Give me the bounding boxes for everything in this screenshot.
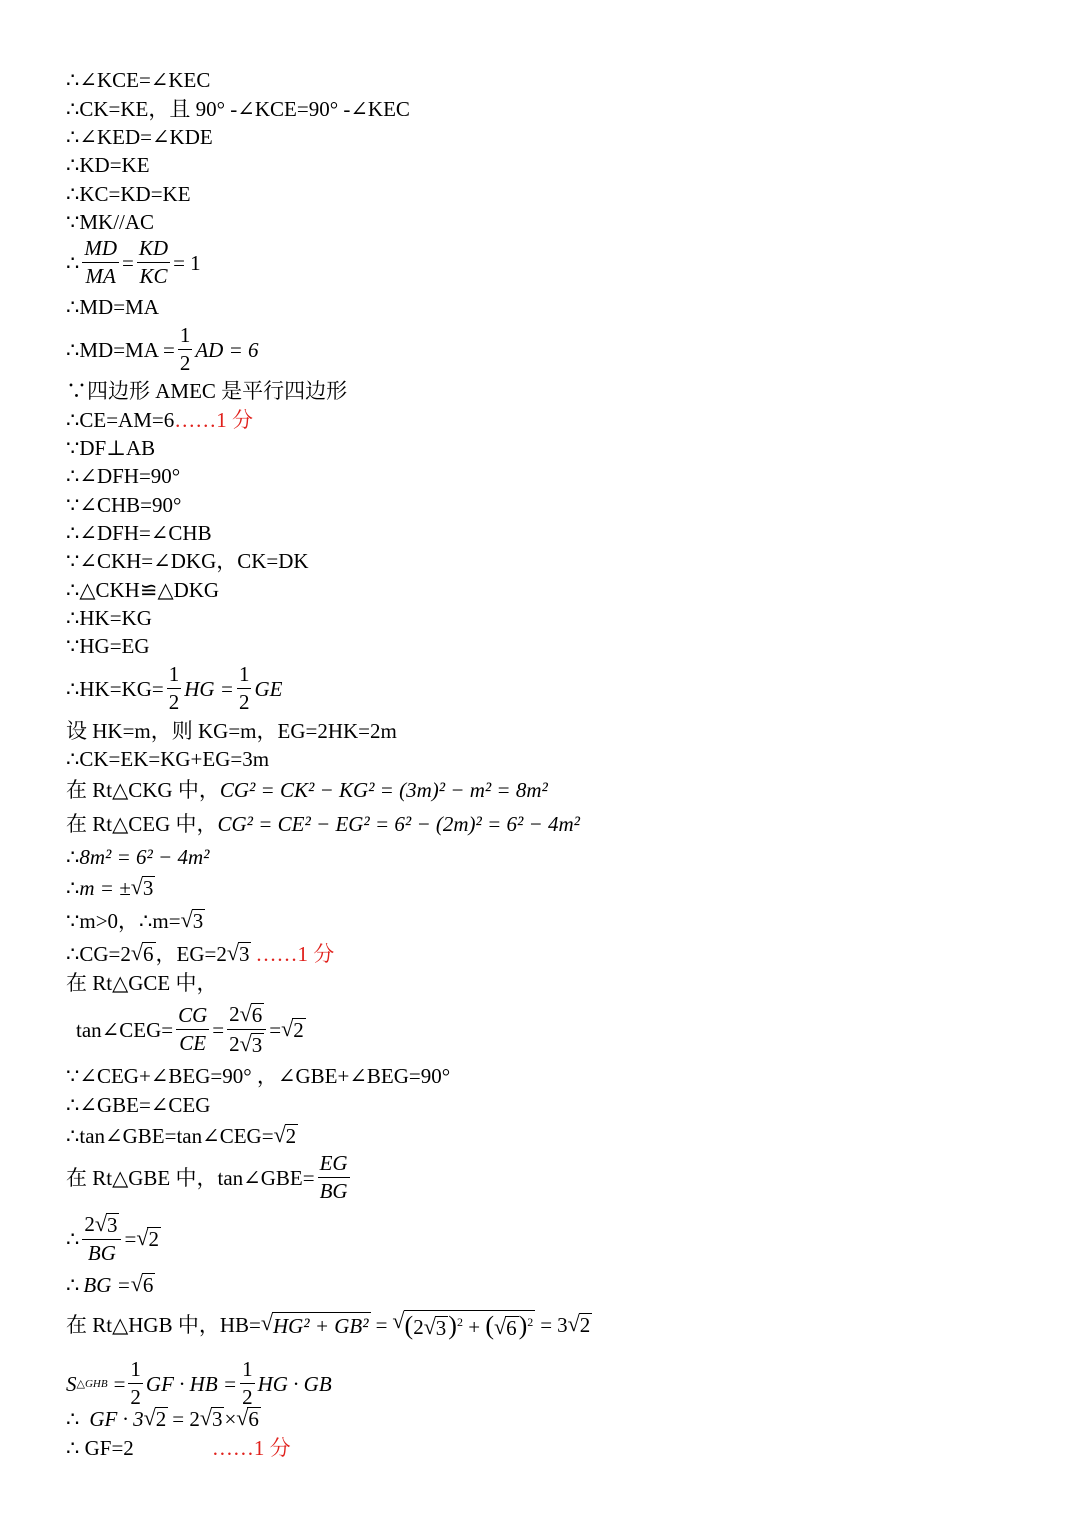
step-21: 设 HK=m，则 KG=m，EG=2HK=2m (66, 719, 397, 743)
sqrt: √ 6 (236, 1405, 259, 1432)
step-4: ∴KD=KE (66, 153, 150, 177)
step-23: 在 Rt△CKG 中， CG² = CK² − KG² = (3m)² − m² = 8m² (66, 778, 548, 802)
fraction: $\frac{EG}{BG}$ (319, 1151, 348, 1203)
step-22: ∴CK=EK=KG+EG=3m (66, 747, 270, 771)
step-32: ∴∠GBE=∠CEG (66, 1093, 211, 1117)
sqrt: √ HG² + GB² (260, 1310, 369, 1338)
step-18: ∴HK=KG (66, 606, 152, 630)
fraction: 2 √ 3 BG (82, 1213, 121, 1264)
step-17: ∴△CKH≌△DKG (66, 578, 220, 602)
sqrt: √ 3 (199, 1405, 223, 1432)
step-33: ∴tan∠GBE=tan∠CEG= √ 2 (66, 1122, 297, 1149)
fraction: 2 √ 6 2 √ 3 (227, 1003, 266, 1056)
step-6: ∵MK//AC (66, 210, 155, 234)
step-37: 在 Rt△HGB 中，HB= √ HG² + GB² = √ (2 √ 3 )$^2$ + ( √ 6 )$^2$ = 3 √ 2 (66, 1308, 591, 1340)
sqrt: √ 6 (130, 940, 154, 967)
step-30: tan∠CEG= $\frac{CG}{CE}$ = 2 √ 6 2 √ 3 = √ 2 (76, 1001, 304, 1058)
fraction: $\frac{1}{2}$ (130, 1357, 141, 1409)
score-mark: ……1 分 (255, 942, 335, 966)
sqrt: √ 2 (143, 1405, 167, 1432)
step-38: S △GHB = $\frac{1}{2}$ GF · HB = $\frac{1}{2}$ HG · GB (66, 1357, 332, 1409)
fraction: $\frac{1}{2}$ (179, 323, 191, 375)
step-8: ∴MD=MA (66, 295, 159, 319)
step-10: ∵四边形 AMEC 是平行四边形 (66, 379, 348, 403)
step-2: ∴CK=KE，且 90° -∠KCE=90° -∠KEC (66, 97, 410, 121)
step-16: ∵∠CKH=∠DKG，CK=DK (66, 549, 309, 573)
step-28: ∴CG=2 √ 6 ，EG=2 √ 3 ……1 分 (66, 940, 335, 967)
step-13: ∴∠DFH=90° (66, 464, 181, 488)
sqrt: √ 2 (281, 1016, 304, 1043)
step-35: ∴ 2 √ 3 BG = √ 2 (66, 1211, 159, 1266)
step-31: ∵∠CEG+∠BEG=90° ，∠GBE+∠BEG=90° (66, 1064, 451, 1088)
step-20: ∴HK=KG= $\frac{1}{2}$ HG = $\frac{1}{2}$ GE (66, 662, 283, 714)
step-11: ∴CE=AM=6 ……1 分 (66, 408, 253, 432)
step-40: ∴ GF=2 ……1 分 (66, 1436, 291, 1460)
step-14: ∵∠CHB=90° (66, 493, 182, 517)
step-25: ∴ 8m² = 6² − 4m² (66, 845, 210, 869)
fraction: $\frac{1}{2}$ (238, 662, 250, 714)
step-12: ∵DF⊥AB (66, 436, 156, 460)
step-7-ratio: ∴ $\frac{MD}{MA}$ = $\frac{KD}{KC}$ = 1 (66, 236, 201, 288)
fraction: $\frac{MD}{MA}$ (84, 236, 118, 288)
step-39: ∴ GF · 3 √ 2 = 2 √ 3 × √ 6 (66, 1405, 259, 1432)
step-29: 在 Rt△GCE 中， (66, 971, 218, 995)
step-19: ∵HG=EG (66, 634, 150, 658)
step-3: ∴∠KED=∠KDE (66, 125, 213, 149)
step-15: ∴∠DFH=∠CHB (66, 521, 212, 545)
sqrt: √ 2 (567, 1311, 591, 1337)
score-mark: ……1 分 (211, 1436, 291, 1460)
fraction: $\frac{1}{2}$ (168, 662, 180, 714)
sqrt: √ 6 (130, 1271, 154, 1298)
step-34: 在 Rt△GBE 中，tan∠GBE= $\frac{EG}{BG}$ (66, 1151, 348, 1203)
fraction: $\frac{KD}{KC}$ (138, 236, 169, 288)
step-36: ∴ BG = √ 6 (66, 1271, 154, 1298)
fraction: $\frac{1}{2}$ (242, 1357, 253, 1409)
sqrt: √ 3 (180, 907, 204, 934)
sqrt: √ (2 √ 3 )$^2$ + ( √ 6 )$^2$ (392, 1308, 534, 1340)
step-5: ∴KC=KD=KE (66, 182, 191, 206)
sqrt: √ 2 (273, 1122, 297, 1149)
fraction: $\frac{CG}{CE}$ (178, 1003, 208, 1056)
sqrt: √ 2 (136, 1225, 159, 1251)
score-mark: ……1 分 (174, 408, 253, 432)
sqrt: √ 3 (130, 874, 154, 901)
step-9: ∴MD=MA = $\frac{1}{2}$ AD = 6 (66, 323, 259, 375)
sqrt: √ 3 (226, 940, 250, 967)
step-26: ∴ m = ± √ 3 (66, 874, 154, 901)
step-1: ∴∠KCE=∠KEC (66, 68, 211, 92)
step-27: ∵m>0，∴m= √ 3 (66, 907, 204, 934)
step-24: 在 Rt△CEG 中， CG² = CE² − EG² = 6² − (2m)² = 6² − 4m² (66, 812, 580, 836)
